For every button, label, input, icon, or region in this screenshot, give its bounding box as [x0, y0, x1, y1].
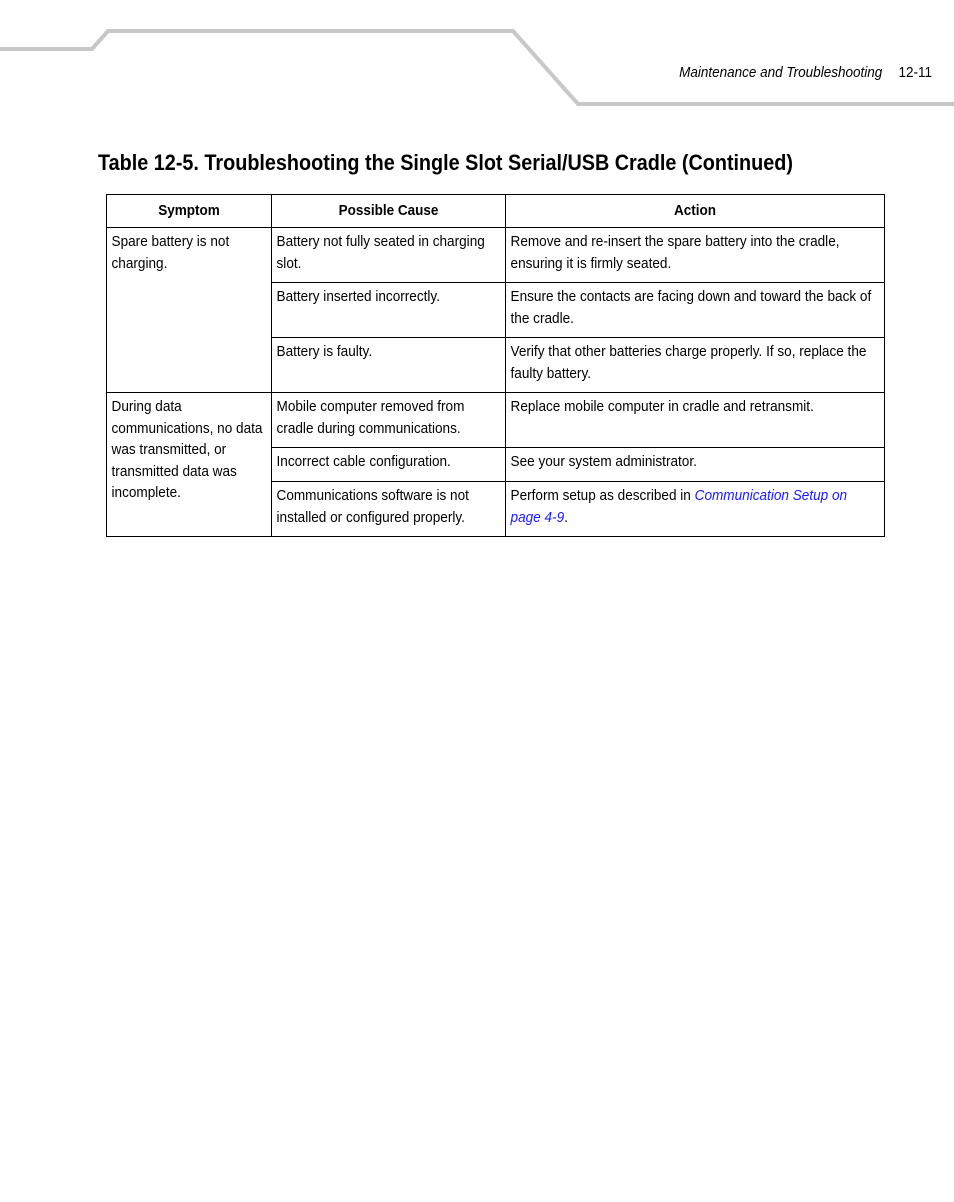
symptom-text: Spare battery is not charging.	[111, 233, 230, 272]
cause-cell	[272, 482, 506, 537]
action-text-with-link	[506, 482, 884, 536]
column-header-action	[506, 195, 885, 228]
cause-text: Battery not fully seated in charging slot.	[276, 233, 485, 272]
action-cell	[506, 283, 885, 338]
cross-reference-link[interactable]: Communication Setup on page 4-9	[510, 487, 848, 526]
header-rule	[0, 0, 954, 110]
column-header-label: Symptom	[158, 202, 220, 220]
action-cell	[506, 393, 885, 448]
action-cell	[506, 448, 885, 482]
column-header-label: Possible Cause	[338, 202, 439, 220]
action-cell	[506, 482, 885, 537]
table-header-row	[107, 195, 885, 228]
cause-cell	[272, 228, 506, 283]
cause-text: Battery inserted incorrectly.	[276, 288, 440, 305]
cause-cell	[272, 338, 506, 393]
action-text: See your system administrator.	[510, 453, 697, 470]
column-header-cause	[272, 195, 506, 228]
symptom-text: During data communications, no data was transmitted, or transmitted data was incomplete.	[111, 398, 263, 501]
troubleshooting-table	[106, 194, 885, 537]
cause-cell	[272, 448, 506, 482]
column-header-label: Action	[673, 202, 716, 220]
action-text: Remove and re-insert the spare battery into the cradle, ensuring it is firmly seated.	[510, 233, 840, 272]
page-number: 12-11	[898, 64, 932, 81]
table-row	[107, 228, 885, 283]
action-cell	[506, 338, 885, 393]
symptom-cell	[107, 228, 272, 393]
column-header-symptom	[107, 195, 272, 228]
cause-cell	[272, 283, 506, 338]
cause-text: Mobile computer removed from cradle during communications.	[276, 398, 465, 437]
action-text-suffix: .	[564, 508, 568, 526]
running-head	[679, 64, 932, 81]
cause-cell	[272, 393, 506, 448]
cause-text: Communications software is not installed or configured properly.	[276, 487, 469, 526]
section-name: Maintenance and Troubleshooting	[679, 64, 883, 81]
symptom-cell	[107, 393, 272, 537]
table-row	[107, 393, 885, 448]
cause-text: Incorrect cable configuration.	[276, 453, 451, 470]
action-text-prefix: Perform setup as described in	[510, 487, 695, 504]
table-title: Table 12-5. Troubleshooting the Single Slot Serial/USB Cradle (Continued)	[98, 150, 793, 175]
cause-text: Battery is faulty.	[276, 343, 373, 360]
action-text: Replace mobile computer in cradle and retransmit.	[510, 398, 814, 415]
action-text: Verify that other batteries charge properly. If so, replace the faulty battery.	[510, 343, 867, 382]
action-cell	[506, 228, 885, 283]
action-text: Ensure the contacts are facing down and toward the back of the cradle.	[510, 288, 872, 327]
